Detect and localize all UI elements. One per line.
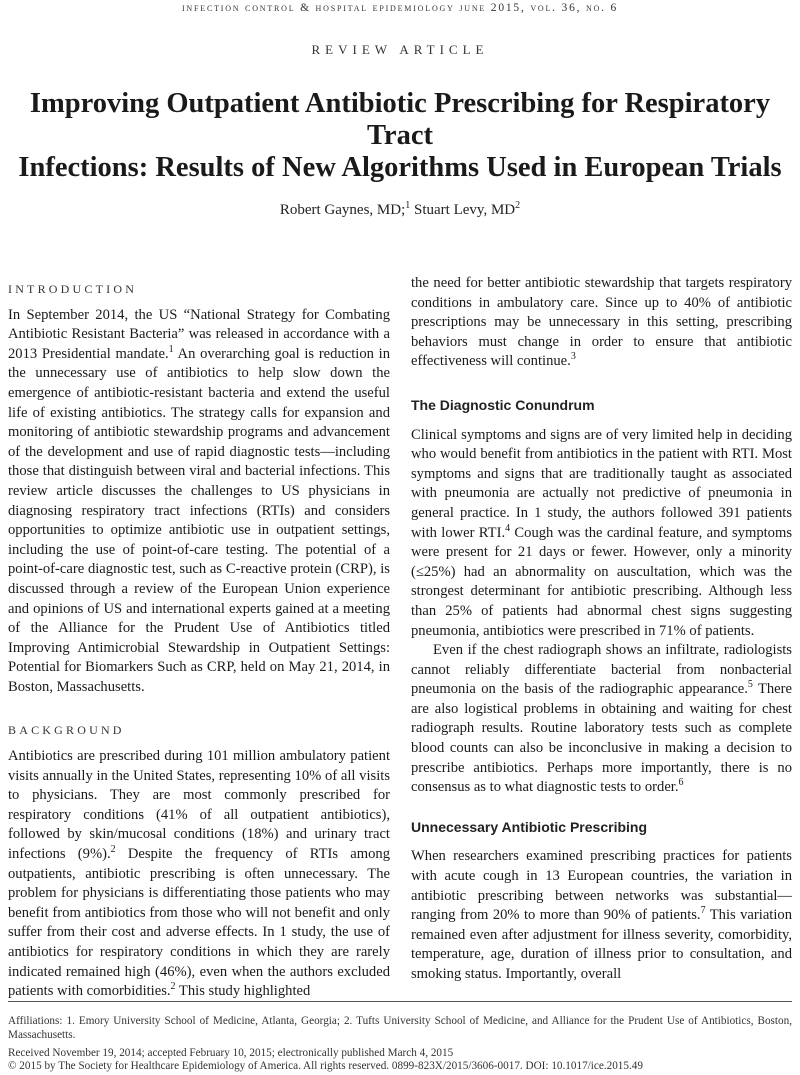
intro-text-1: In September 2014, the US “National Strategy for Combating Antibiotic Resistant Bacteria” was released in accordance with a 2013 Presidential mandate. <box>8 306 390 362</box>
background-continued <box>411 274 792 372</box>
unnec-text-1b: This variation remained even after adjustment for illness severity, comorbidity, temperature, age, duration of illness prior to consultation, and smoking status. Importantly, overall <box>411 907 792 982</box>
author-line <box>0 202 800 219</box>
ref-4[interactable]: 4 <box>505 522 511 534</box>
article-title <box>10 88 790 184</box>
diag-text-1b: Cough was the cardinal feature, and symptoms were present for 21 days or fewer. However, only a minority (≤25%) had an abnormality on auscultation, which was the strongest determinant for antibiotic prescribing. Although less than 25% of patients had abnormal chest signs suggesting pneumonia, antibiotics were prescribed in 71% of patients. <box>411 524 792 639</box>
author-1: Robert Gaynes, MD; <box>279 202 406 218</box>
received-dates: Received November 19, 2014; accepted February 10, 2015; electronically published March 4, 2015 <box>8 1047 454 1059</box>
background-paragraph <box>8 747 390 1002</box>
diag-text-1: Clinical symptoms and signs are of very limited help in deciding who would benefit from antibiotics in the patient with RTI. Most symptoms and signs that are traditionally taught as associated with pneumonia are actually not predictive of pneumonia in general practice. In 1 study, the authors followed 391 patients with lower RTI. <box>411 426 792 541</box>
diagnostic-conundrum-heading: The Diagnostic Conundrum <box>411 396 595 413</box>
affiliations-note: Affiliations: 1. Emory University School of Medicine, Atlanta, Georgia; 2. Tufts University School of Medicine, and Alliance for the Prudent Use of Antibiotics, Boston, Massachusetts. <box>8 1015 792 1041</box>
background-text-2: Despite the frequency of RTIs among outpatients, antibiotic prescribing is often unnecessary. The problem for physicians is differentiating those patients who may benefit from antibiotics from those who will not benefit and only suffer from their cost and adverse effects. In 1 study, the use of antibiotics for respiratory conditions in which they are rarely indicated remained high (46%), even when the authors excluded patients with comorbidities. <box>8 846 390 1000</box>
author-1-affil: 1 <box>405 200 411 211</box>
right-column <box>411 274 792 985</box>
copyright-line: © 2015 by The Society for Healthcare Epidemiology of America. All rights reserved. 0899-823X/2015/3606-0017. DOI: 10.1017/ice.2015.49 <box>8 1060 643 1072</box>
background-heading: BACKGROUND <box>8 723 125 738</box>
diagnostic-paragraph-1 <box>411 426 792 642</box>
left-column <box>8 280 390 1002</box>
author-2-affil: 2 <box>515 200 521 211</box>
journal-header: infection control & hospital epidemiology june 2015, vol. 36, no. 6 <box>181 2 619 14</box>
author-2: Stuart Levy, MD <box>410 202 516 218</box>
title-line-1: Improving Outpatient Antibiotic Prescribing for Respiratory Tract <box>29 88 771 151</box>
ref-2b[interactable]: 2 <box>170 981 176 993</box>
unnecessary-prescribing-heading: Unnecessary Antibiotic Prescribing <box>411 818 647 835</box>
cont-text: the need for better antibiotic stewardship that targets respiratory conditions in ambulatory care. Since up to 40% of antibiotic prescriptions may be unnecessary in this setting, prescribing behaviors must change in order to ensure that antibiotic effectiveness will continue. <box>411 275 792 370</box>
intro-text-2: An overarching goal is reduction in the unnecessary use of antibiotics to help slow down the emergence of antibiotic-resistant bacteria and extend the useful life of existing antibiotics. The strategy calls for expansion and monitoring of antibiotic stewardship programs and advancement of the development and use of rapid diagnostic tests—including those that distinguish between viral and bacterial infections. This review article discusses the challenges to US physicians in diagnosing respiratory tract infections (RTIs) and considers opportunities to optimize antibiotic use in outpatient settings, including the use of point-of-care testing. The potential of a point-of-care diagnostic test, such as C-reactive protein (CRP), is discussed through a review of the European Union experience and opinions of US and international experts gained at a meeting of the Alliance for the Prudent Use of Antibiotics titled Improving Antimicrobial Stewardship in Outpatient Settings: Potential for Biomarkers Such as CRP, held on May 21, 2014, in Boston, Massachusetts. <box>8 345 391 695</box>
footer-divider <box>8 1001 792 1002</box>
unnecessary-paragraph <box>411 847 792 984</box>
ref-1[interactable]: 1 <box>168 343 174 355</box>
introduction-heading: INTRODUCTION <box>8 282 138 296</box>
unnec-text-1: When researchers examined prescribing practices for patients with acute cough in 13 European countries, the variation in antibiotic prescribing between networks was substantial—ranging from 20% to more than 90% of patients. <box>411 848 792 924</box>
introduction-paragraph <box>8 306 390 698</box>
ref-2[interactable]: 2 <box>110 844 116 856</box>
ref-6[interactable]: 6 <box>678 777 684 789</box>
diag-text-2b: There are also logistical problems in obtaining and waiting for chest radiograph results. Routine laboratory tests such as complete blood counts can also be inconclusive in making a decision to prescribe antibiotics. Perhaps more importantly, there is no consensus as to what diagnostic tests to order. <box>411 681 792 796</box>
diagnostic-paragraph-2 <box>411 641 792 798</box>
background-text-1: Antibiotics are prescribed during 101 million ambulatory patient visits annually in the United States, representing 10% of all visits to physicians. They are most commonly prescribed for respiratory conditions (41% of all outpatient antibiotics), followed by skin/mucosal conditions (18%) and urinary tract infections (9%). <box>8 748 390 863</box>
title-line-2: Infections: Results of New Algorithms Used in European Trials <box>18 152 782 183</box>
ref-3[interactable]: 3 <box>570 351 576 363</box>
ref-7[interactable]: 7 <box>700 905 706 917</box>
article-type-label: REVIEW ARTICLE <box>311 42 489 57</box>
background-text-3: This study highlighted <box>175 983 311 1000</box>
ref-5[interactable]: 5 <box>747 679 753 691</box>
diag-text-2: Even if the chest radiograph shows an infiltrate, radiologists cannot reliably differentiate bacterial from nonbacterial pneumonia on the basis of the radiographic appearance. <box>411 642 792 698</box>
